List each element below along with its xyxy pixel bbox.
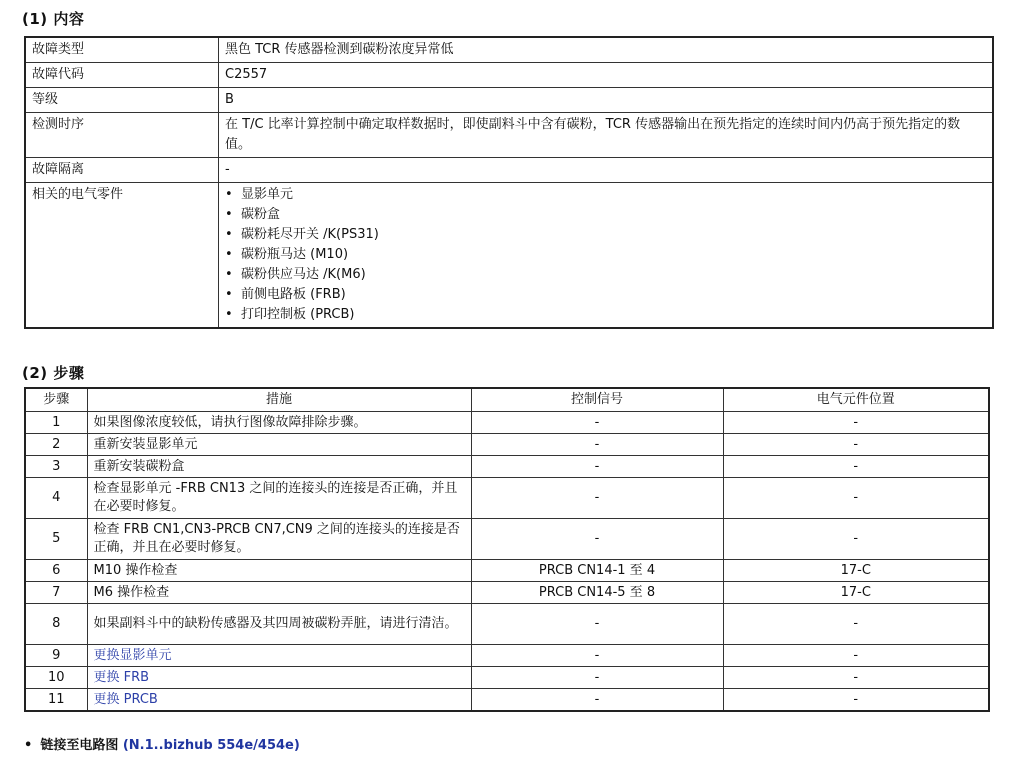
- step-signal: -: [471, 412, 723, 434]
- step-location: -: [723, 689, 989, 712]
- list-item: • 显影单元: [225, 185, 986, 205]
- step-number: 9: [25, 645, 87, 667]
- table-row: [25, 689, 989, 712]
- step-location: -: [723, 412, 989, 434]
- table-row: [25, 456, 989, 478]
- step-action: M6 操作检查: [87, 582, 471, 604]
- step-number: 10: [25, 667, 87, 689]
- step-number: 5: [25, 519, 87, 560]
- row-value: B: [219, 88, 994, 113]
- wiring-diagram-link-line: [24, 734, 300, 753]
- step-number: 2: [25, 434, 87, 456]
- table-row: [25, 434, 989, 456]
- section-1-title: (1) 内容: [22, 10, 85, 28]
- row-label: 相关的电气零件: [25, 183, 219, 329]
- list-item: • 碳粉盒: [225, 205, 986, 225]
- table-row: [25, 560, 989, 582]
- row-label: 故障代码: [25, 63, 219, 88]
- step-signal: -: [471, 604, 723, 645]
- step-signal: -: [471, 478, 723, 519]
- row-label: 故障隔离: [25, 158, 219, 183]
- bullet: •: [24, 738, 33, 753]
- step-number: 3: [25, 456, 87, 478]
- table-row: [25, 183, 993, 329]
- step-signal: -: [471, 667, 723, 689]
- table-row: [25, 37, 993, 63]
- step-signal: -: [471, 456, 723, 478]
- table-row: [25, 478, 989, 519]
- wiring-diagram-link[interactable]: (N.1..bizhub 554e/454e): [122, 738, 300, 753]
- row-value: C2557: [219, 63, 994, 88]
- step-location: 17-C: [723, 560, 989, 582]
- table-row: [25, 604, 989, 645]
- header-signal: 控制信号: [471, 388, 723, 412]
- header-action: 措施: [87, 388, 471, 412]
- step-location: -: [723, 434, 989, 456]
- step-action-link[interactable]: 更换显影单元: [87, 645, 471, 667]
- step-location: -: [723, 519, 989, 560]
- step-location: 17-C: [723, 582, 989, 604]
- table-row: [25, 412, 989, 434]
- table-row: [25, 582, 989, 604]
- step-action: 如果副料斗中的缺粉传感器及其四周被碳粉弄脏，请进行清洁。: [87, 604, 471, 645]
- step-action-link[interactable]: 更换 PRCB: [87, 689, 471, 712]
- row-value: 在 T/C 比率计算控制中确定取样数据时，即使副料斗中含有碳粉，TCR 传感器输出在预先指定的连续时间内仍高于预先指定的数值。: [219, 113, 994, 158]
- step-number: 11: [25, 689, 87, 712]
- step-signal: PRCB CN14-5 至 8: [471, 582, 723, 604]
- row-label: 检测时序: [25, 113, 219, 158]
- step-action: 检查 FRB CN1,CN3-PRCB CN7,CN9 之间的连接头的连接是否正确，并且在必要时修复。: [87, 519, 471, 560]
- step-number: 7: [25, 582, 87, 604]
- parts-list-cell: [219, 183, 994, 329]
- row-label: 等级: [25, 88, 219, 113]
- table-row: [25, 667, 989, 689]
- step-number: 8: [25, 604, 87, 645]
- step-number: 1: [25, 412, 87, 434]
- header-step: 步骤: [25, 388, 87, 412]
- step-signal: PRCB CN14-1 至 4: [471, 560, 723, 582]
- list-item: • 打印控制板 (PRCB): [225, 305, 986, 325]
- table-row: [25, 63, 993, 88]
- table-header-row: [25, 388, 989, 412]
- step-action: 重新安装显影单元: [87, 434, 471, 456]
- table-row: [25, 519, 989, 560]
- table-row: [25, 645, 989, 667]
- step-action-link[interactable]: 更换 FRB: [87, 667, 471, 689]
- header-location: 电气元件位置: [723, 388, 989, 412]
- step-number: 6: [25, 560, 87, 582]
- row-value: 黑色 TCR 传感器检测到碳粉浓度异常低: [219, 37, 994, 63]
- list-item: • 碳粉供应马达 /K(M6): [225, 265, 986, 285]
- step-action: 重新安装碳粉盒: [87, 456, 471, 478]
- list-item: • 前侧电路板 (FRB): [225, 285, 986, 305]
- row-value: -: [219, 158, 994, 183]
- footer-text: 链接至电路图: [40, 738, 119, 753]
- fault-info-table: [24, 36, 994, 329]
- step-signal: -: [471, 689, 723, 712]
- step-action: 如果图像浓度较低，请执行图像故障排除步骤。: [87, 412, 471, 434]
- table-row: [25, 158, 993, 183]
- table-row: [25, 113, 993, 158]
- row-label: 故障类型: [25, 37, 219, 63]
- step-signal: -: [471, 434, 723, 456]
- list-item: • 碳粉瓶马达 (M10): [225, 245, 986, 265]
- step-action: M10 操作检查: [87, 560, 471, 582]
- step-number: 4: [25, 478, 87, 519]
- parts-list: [225, 185, 986, 325]
- step-action: 检查显影单元 -FRB CN13 之间的连接头的连接是否正确，并且在必要时修复。: [87, 478, 471, 519]
- section-2-title: (2) 步骤: [22, 364, 85, 382]
- table-row: [25, 88, 993, 113]
- list-item: • 碳粉耗尽开关 /K(PS31): [225, 225, 986, 245]
- step-signal: -: [471, 519, 723, 560]
- step-location: -: [723, 456, 989, 478]
- step-location: -: [723, 604, 989, 645]
- step-signal: -: [471, 645, 723, 667]
- step-location: -: [723, 645, 989, 667]
- step-location: -: [723, 667, 989, 689]
- steps-table: [24, 387, 990, 712]
- step-location: -: [723, 478, 989, 519]
